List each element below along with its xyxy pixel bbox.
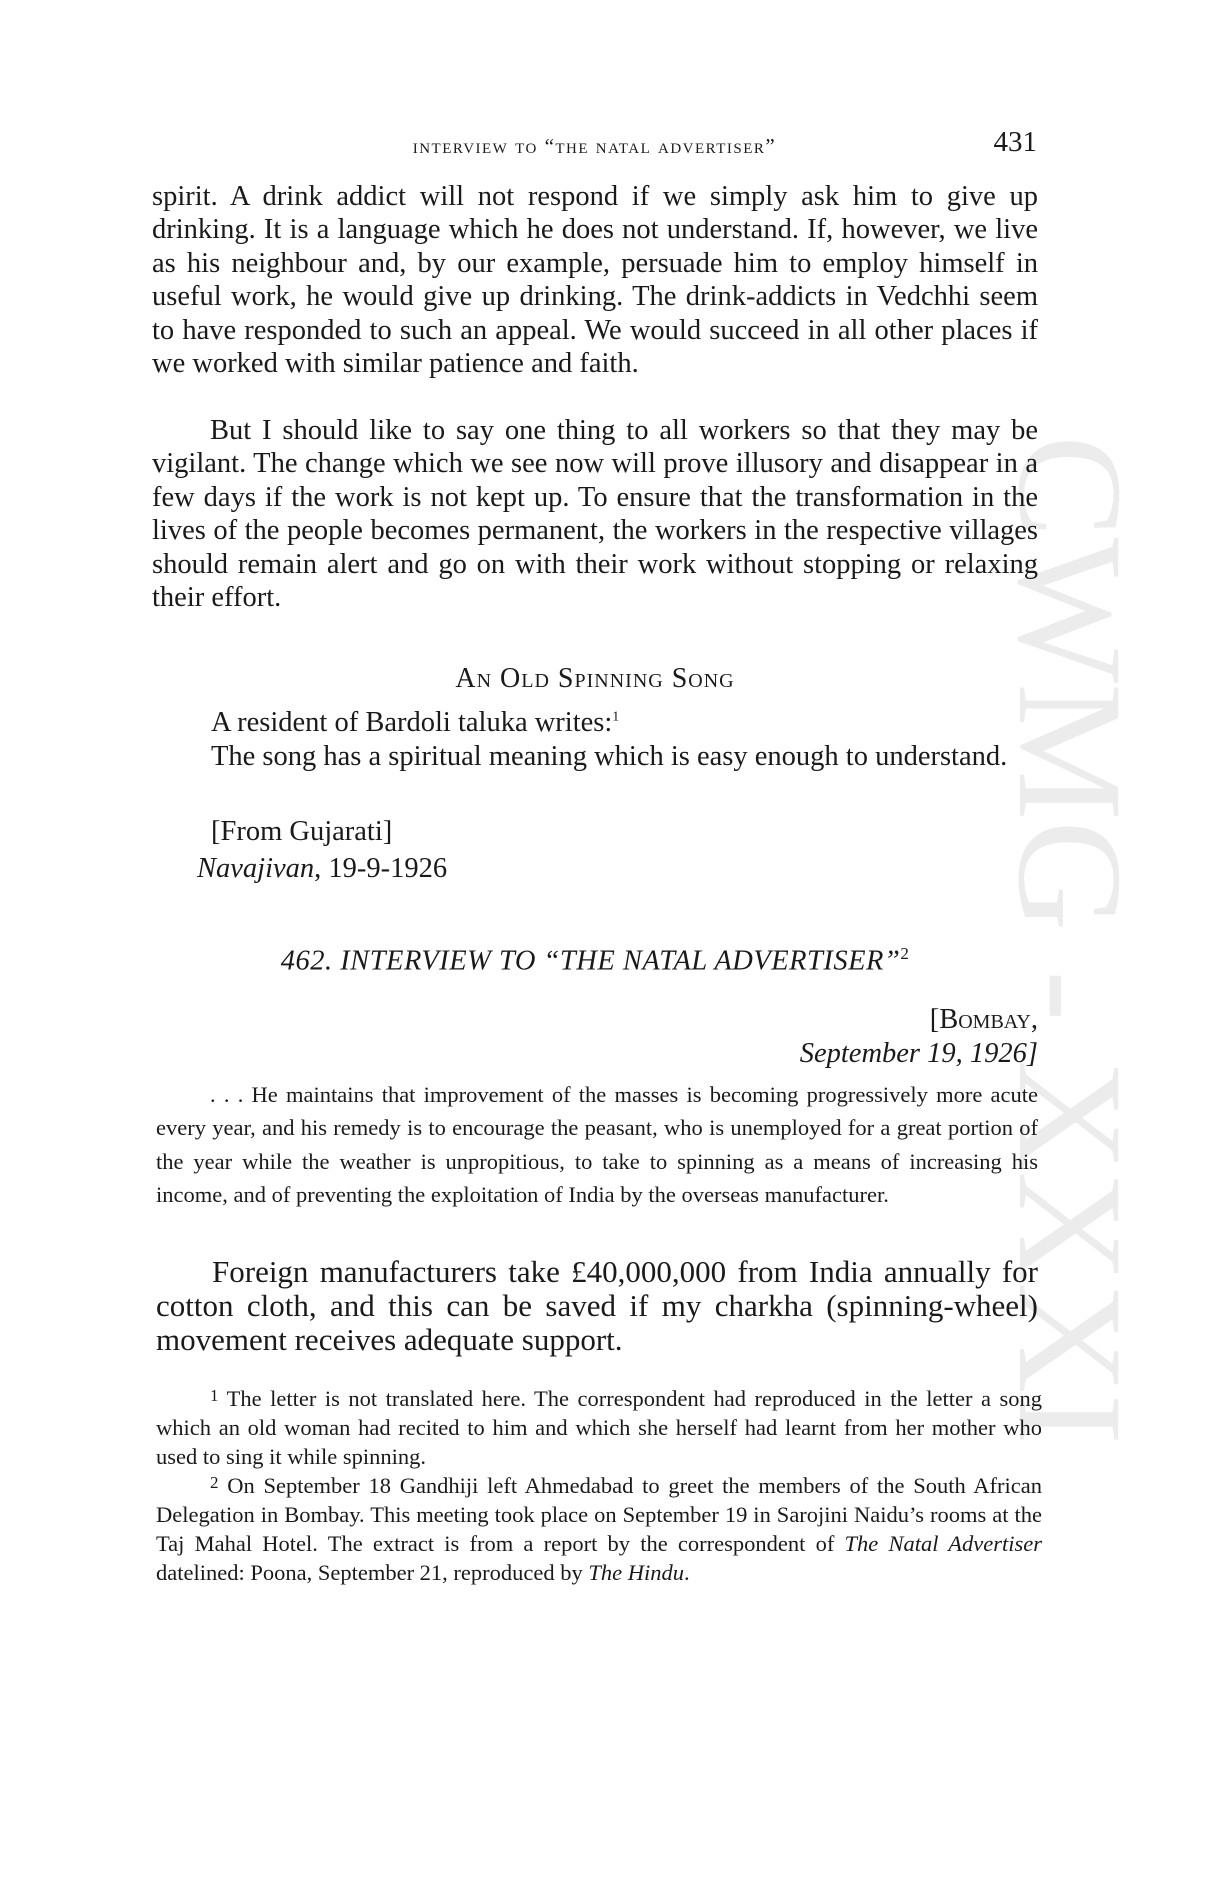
footnote-ref-1: 1 — [612, 709, 620, 725]
footnote-2-mark: 2 — [210, 1473, 219, 1492]
footnote-2-text-b: datelined: Poona, September 21, reproduced by — [156, 1560, 589, 1585]
footnote-2 — [156, 1468, 1042, 1587]
page-number: 431 — [993, 126, 1037, 158]
resident-line — [152, 706, 1038, 739]
footnote-1 — [156, 1381, 1042, 1471]
footnote-1-text: The letter is not translated here. The correspondent had reproduced in the letter a song which an old woman had recited to him and which she herself had learnt from her mother who used to sing it while spinning. — [156, 1386, 1042, 1469]
dateline-date: September 19, 1926] — [799, 1038, 1038, 1069]
paragraph-continued: spirit. A drink addict will not respond if we simply ask him to give up drinking. It is a language which he does not understand. If, however, we live as his neighbour and, by our example, persuade him to employ himself in useful work, he would give up drinking. The drink-addicts in Vedchhi seem to have responded to such an appeal. We would succeed in all other places if we worked with similar patience and faith. — [152, 181, 1038, 380]
paragraph-vigilance: But I should like to say one thing to all workers so that they may be vigilant. The change which we see now will prove illusory and disappear in a few days if the work is not kept up. To ensure that the transformation in the lives of the people becomes permanent, the workers in the respective villages should remain alert and go on with their work without stopping or relaxing their effort. — [152, 415, 1038, 614]
source-citation — [152, 852, 1038, 885]
song-meaning-line: The song has a spiritual meaning which is easy enough to understand. — [211, 741, 1008, 772]
footnote-ref-2: 2 — [900, 944, 910, 963]
running-title: interview to “the natal advertiser” — [412, 134, 777, 158]
running-head — [152, 126, 1037, 166]
dateline-place: Bombay — [939, 1004, 1031, 1035]
document-number: 462. — [280, 945, 333, 977]
dateline — [800, 1003, 1038, 1071]
section-heading: An Old Spinning Song — [455, 663, 735, 694]
publication-date: , 19-9-1926 — [314, 853, 448, 884]
source-language: [From Gujarati] — [211, 816, 393, 847]
footnote-2-text-c: . — [684, 1560, 690, 1585]
footnote-2-periodical: The Natal Advertiser — [844, 1531, 1043, 1556]
dateline-comma: , — [1030, 1004, 1038, 1035]
dateline-open-bracket: [ — [929, 1004, 940, 1035]
document-title: INTERVIEW TO “THE NATAL ADVERTISER” — [340, 945, 901, 977]
watermark-text: CWMG XXXI — [1000, 435, 1130, 1419]
publication-name: Navajivan — [197, 853, 315, 884]
footnote-1-mark: 1 — [210, 1386, 219, 1405]
resident-text: A resident of Bardoli taluka writes: — [211, 707, 613, 738]
footnote-2-text-a: On September 18 Gandhiji left Ahmedabad to greet the members of the South African Delegation in Bombay. This meeting took place on September 19 in Sarojini Naidu’s rooms at the Taj Mahal Hotel. The extract is from a report by the correspondent of — [156, 1473, 1042, 1556]
report-extract: . . . He maintains that improvement of the masses is becoming progressively more acute every year, and his remedy is to encourage the peasant, who is unemployed for a great portion of the year while the weather is unpropitious, to take to spinning as a means of increasing his income, and of preventing the exploitation of India by the overseas manufacturer. — [156, 1082, 1038, 1207]
footnote-2-newspaper: The Hindu — [588, 1560, 685, 1585]
gandhi-quote: Foreign manufacturers take £40,000,000 from India annually for cotton cloth, and this can be saved if my charkha (spinning-wheel) movement receives adequate support. — [156, 1254, 1038, 1357]
document-heading — [152, 944, 1038, 978]
